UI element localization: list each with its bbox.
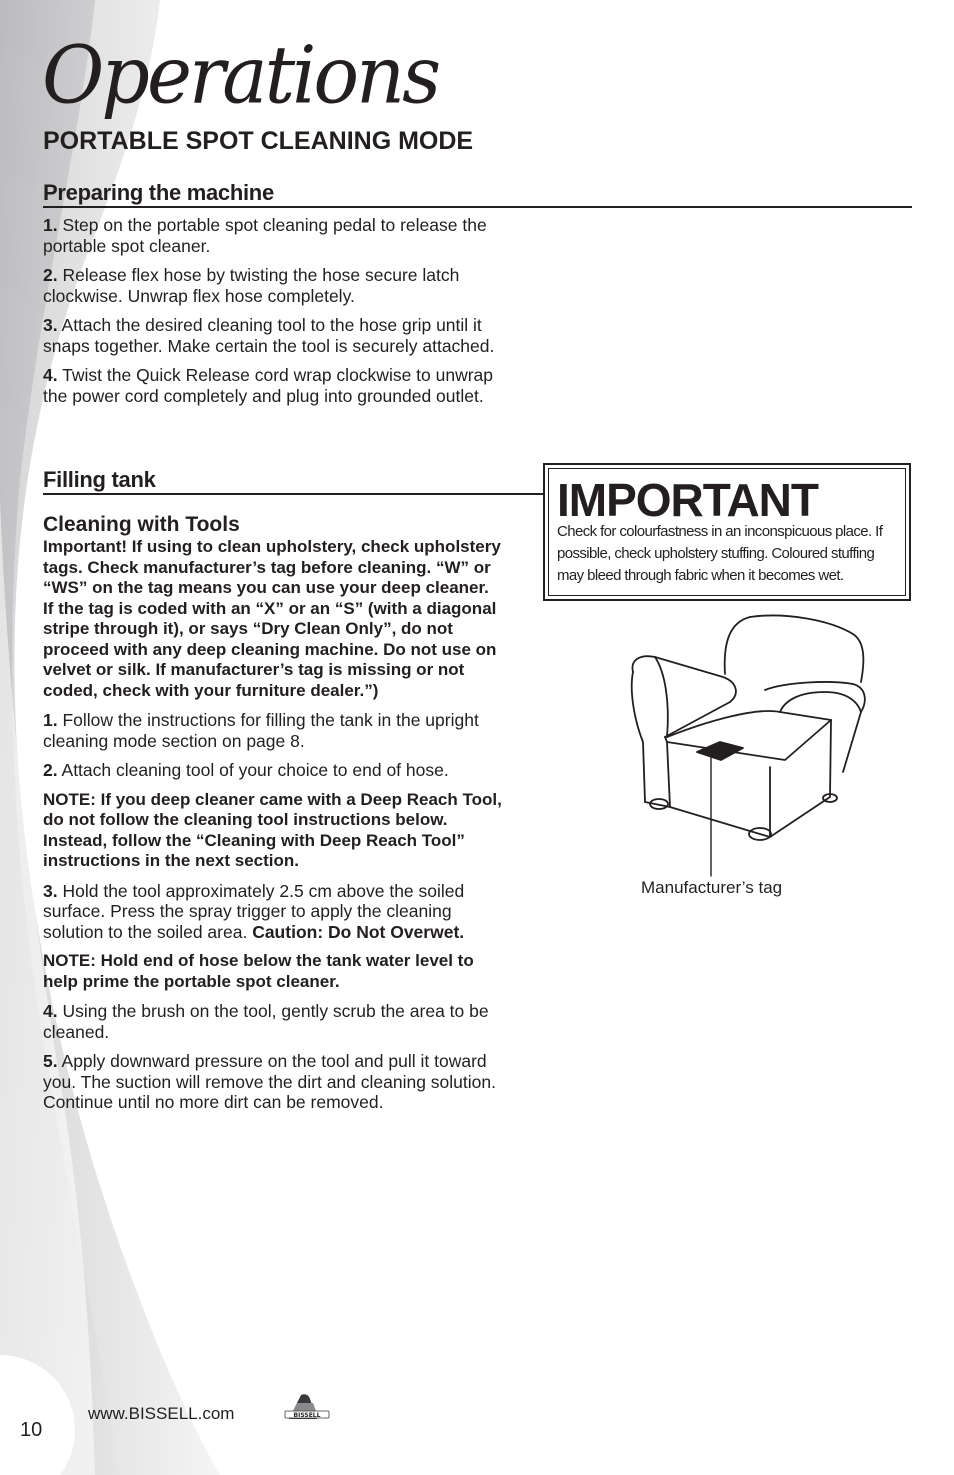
fill-step-1: 1. Follow the instructions for filling the tank in the upright cleaning mode section on page 8. xyxy=(43,710,479,751)
preparing-heading: Preparing the machine xyxy=(43,180,912,208)
fill-step-2: 2. Attach cleaning tool of your choice to end of hose. xyxy=(43,760,449,780)
page-title: Operations xyxy=(42,27,439,122)
prep-step-2: 2. Release flex hose by twisting the hose secure latch clockwise. Unwrap flex hose completely. xyxy=(43,265,460,306)
fill-step-5: 5. Apply downward pressure on the tool and pull it toward you. The suction will remove the dirt and cleaning solution. Continue until no more dirt can be removed. xyxy=(43,1051,496,1112)
prep-step-1: 1. Step on the portable spot cleaning pedal to release the portable spot cleaner. xyxy=(43,215,487,256)
important-box xyxy=(543,463,911,601)
filling-heading: Filling tank xyxy=(43,467,545,495)
website-link[interactable]: www.BISSELL.com xyxy=(88,1404,235,1423)
hose-note: NOTE: Hold end of hose below the tank water level to help prime the portable spot cleaner. xyxy=(43,951,474,991)
important-title: IMPORTANT xyxy=(557,474,819,526)
upholstery-warning: Important! If using to clean upholstery, check upholstery tags. Check manufacturer’s tag before cleaning. “W” or “WS” on the tag means you can use your deep cleaner. If the tag is coded with an “X” or an “S” (with a diagonal stripe through it), or says “Dry Clean Only”, do not proceed with any deep cleaning machine. Do not use on velvet or silk. If manufacturer’s tag is missing or not coded, check with your furniture dealer.”) xyxy=(43,537,501,700)
preparing-steps xyxy=(43,215,503,415)
prep-step-4: 4. Twist the Quick Release cord wrap clockwise to unwrap the power cord completely and plug into grounded outlet. xyxy=(43,365,494,406)
bissell-logo xyxy=(283,1393,331,1425)
fill-step-3: 3. Hold the tool approximately 2.5 cm above the soiled surface. Press the spray trigger to apply the cleaning solution to the soiled area. Caution: Do Not Overwet. xyxy=(43,880,465,942)
figure-caption: Manufacturer’s tag xyxy=(641,878,783,897)
bissell-logo-text: BISSELL xyxy=(293,1412,321,1419)
caution-text: Caution: Do Not Overwet. xyxy=(252,921,465,942)
important-text: Check for colourfastness in an inconspicuous place. If possible, check upholstery stuffing. Coloured stuffing may bleed through fabric when it becomes wet. xyxy=(557,523,883,584)
deep-reach-note: NOTE: If you deep cleaner came with a Deep Reach Tool, do not follow the cleaning tool instructions below. Instead, follow the “Cleaning with Deep Reach Tool” instructions in the next section. xyxy=(43,789,502,870)
page-number: 10 xyxy=(20,1419,43,1441)
cleaning-tools-subheading: Cleaning with Tools xyxy=(43,513,240,536)
fill-step-4: 4. Using the brush on the tool, gently scrub the area to be cleaned. xyxy=(43,1001,489,1042)
prep-step-3: 3. Attach the desired cleaning tool to the hose grip until it snaps together. Make certain the tool is securely attached. xyxy=(43,315,495,356)
filling-content xyxy=(43,513,503,1122)
mode-heading: PORTABLE SPOT CLEANING MODE xyxy=(43,127,474,155)
armchair-illustration xyxy=(625,612,870,880)
